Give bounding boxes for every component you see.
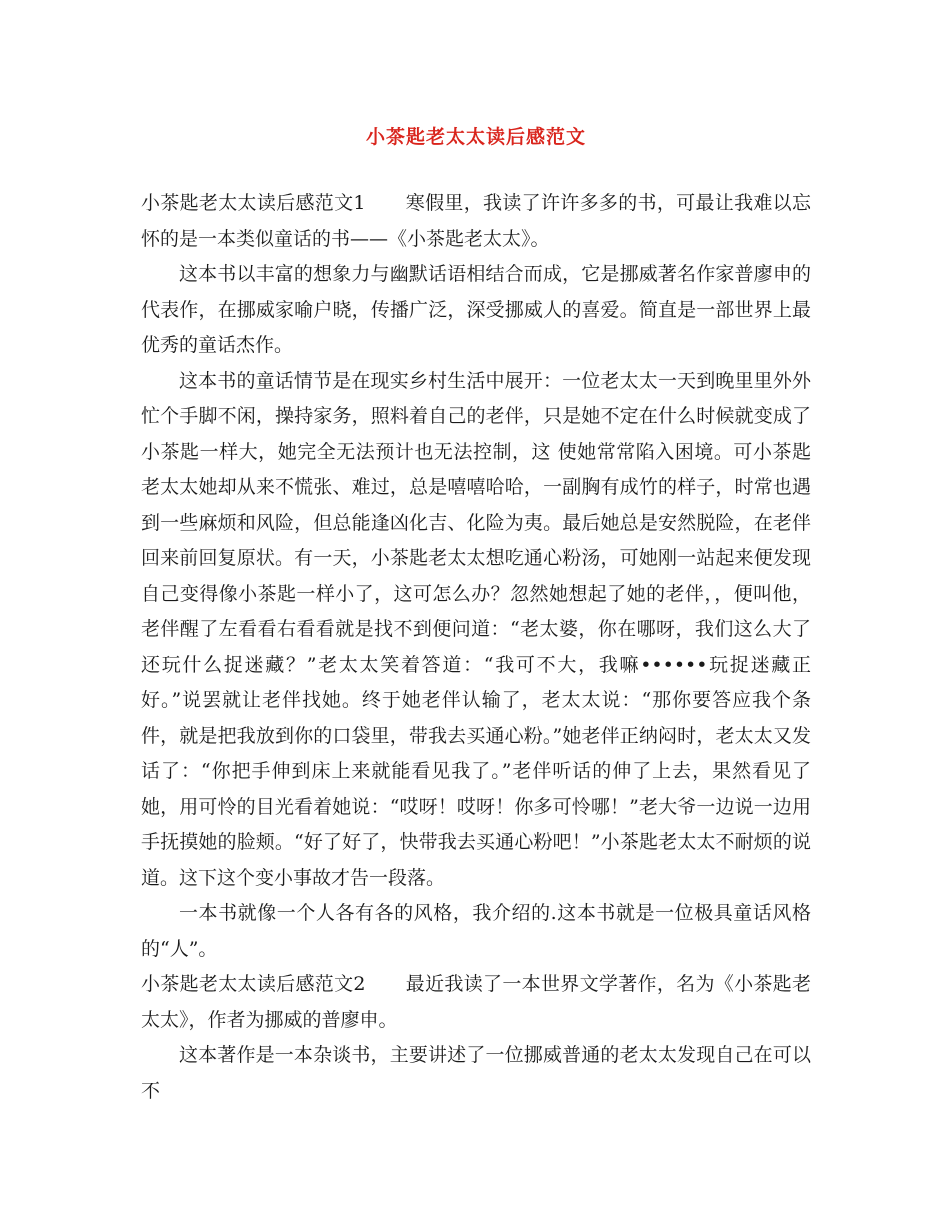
section-2-first-line	[141, 967, 811, 1038]
document-title: 小茶匙老太太读后感范文	[365, 126, 586, 148]
document-page	[141, 0, 811, 1230]
section-heading: 小茶匙老太太读后感范文2	[141, 973, 366, 995]
paragraph: 这本书以丰富的想象力与幽默话语相结合而成，它是挪威著名作家普廖申的代表作，在挪威家喻户晓，传播广泛，深受挪威人的喜爱。简直是一部世界上最优秀的童话杰作。	[141, 263, 811, 356]
document-body	[141, 186, 811, 1109]
paragraph: 寒假里，我读了许许多多的书，可最让我难以忘怀的是一本类似童话的书——《小茶匙老太太》。	[141, 192, 811, 250]
paragraph: 一本书就像一个人各有各的风格，我介绍的.这本书就是一位极具童话风格的“人”。	[141, 902, 811, 960]
paragraph: 这本书的童话情节是在现实乡村生活中展开：一位老太太一天到晚里里外外忙个手脚不闲，操持家务，照料着自己的老伴，只是她不定在什么时候就变成了小茶匙一样大，她完全无法预计也无法控制，这 使她常常陷入困境。可小茶匙老太太她却从来不慌张、难过，总是嘻嘻哈哈，一副胸有成竹的样子，时常也遇到一些麻烦和风险，但总能逢凶化吉、化险为夷。最后她总是安然脱险，在老伴回来前回复原状。有一天，小茶匙老太太想吃通心粉汤，可她刚一站起来便发现自己变得像小茶匙一样小了，这可怎么办？忽然她想起了她的老伴，，便叫他，老伴醒了左看看右看看就是找不到便问道：“老太婆，你在哪呀，我们这么大了还玩什么捉迷藏？”老太太笑着答道：“我可不大，我嘛••••••玩捉迷藏正好。”说罢就让老伴找她。终于她老伴认输了，老太太说：“那你要答应我个条件，就是把我放到你的口袋里，带我去买通心粉。”她老伴正纳闷时，老太太又发话了：“你把手伸到床上来就能看见我了。”老伴听话的伸了上去，果然看见了她，用可怜的目光看着她说：“哎呀！哎呀！你多可怜哪！”老大爷一边说一边用手抚摸她的脸颊。“好了好了，快带我去买通心粉吧！”小茶匙老太太不耐烦的说道。这下这个变小事故才告一段落。	[141, 369, 811, 889]
section-1-first-line	[141, 186, 811, 257]
section-heading: 小茶匙老太太读后感范文1	[141, 192, 366, 214]
paragraph: 最近我读了一本世界文学著作，名为《小茶匙老太太》，作者为挪威的普廖申。	[141, 973, 811, 1031]
paragraph: 这本著作是一本杂谈书，主要讲述了一位挪威普通的老太太发现自己在可以不	[141, 1044, 811, 1102]
